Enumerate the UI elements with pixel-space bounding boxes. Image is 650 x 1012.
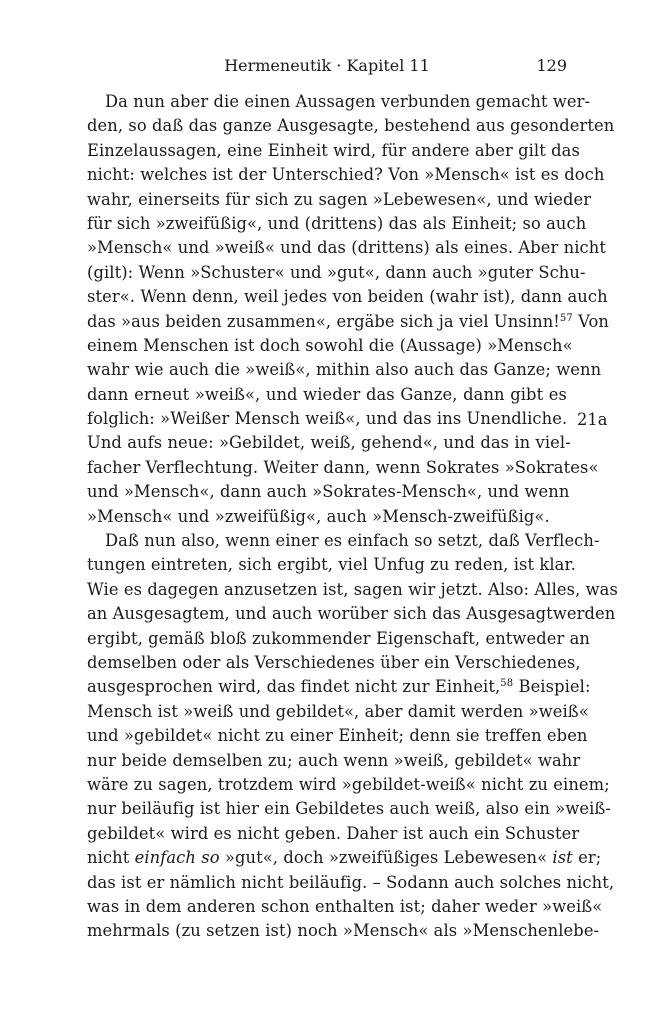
text-line: wäre zu sagen, trotzdem wird »gebildet-weiß« nicht zu einem; xyxy=(87,774,610,794)
text-segment: das »aus beiden zusammen«, ergäbe sich ja viel Unsinn! xyxy=(87,311,560,331)
text-segment: Von xyxy=(572,311,609,331)
text-line: wahr wie auch die »weiß«, mithin also auch das Ganze; wenn xyxy=(87,360,602,380)
emphasis: ist xyxy=(552,848,573,868)
footnote-marker: 58 xyxy=(500,678,514,690)
footnote-marker: 57 xyxy=(559,312,573,324)
text-line: wahr, einerseits für sich zu sagen »Lebewesen«, und wieder xyxy=(87,189,592,209)
text-line: mehrmals (zu setzen ist) noch »Mensch« als »Menschenlebe- xyxy=(87,921,600,941)
text-line: den, so daß das ganze Ausgesagte, bestehend aus gesonderten xyxy=(87,116,615,136)
text-line: was in dem anderen schon enthalten ist; daher weder »weiß« xyxy=(87,896,603,916)
text-line: für sich »zweifüßig«, und (drittens) das als Einheit; so auch xyxy=(87,213,587,233)
text-line xyxy=(87,846,602,870)
text-line: nur beiläufig ist hier ein Gebildetes auch weiß, also ein »weiß- xyxy=(87,799,611,819)
text-line: tungen eintreten, sich ergibt, viel Unfug zu reden, ist klar. xyxy=(87,555,576,575)
text-line: dann erneut »weiß«, und wieder das Ganze, dann gibt es xyxy=(87,384,567,404)
text-line: ergibt, gemäß bloß zukommender Eigenschaft, entweder an xyxy=(87,628,591,648)
text-segment: Beispiel: xyxy=(513,677,591,697)
text-segment: »gut«, doch »zweifüßiges Lebewesen« xyxy=(219,848,553,868)
text-line: Daß nun also, wenn einer es einfach so setzt, daß Verflech- xyxy=(105,531,600,551)
text-line: nicht: welches ist der Unterschied? Von »Mensch« ist es doch xyxy=(87,165,605,185)
text-line: Da nun aber die einen Aussagen verbunden gemacht wer- xyxy=(105,92,591,111)
text-segment: nicht xyxy=(87,848,135,868)
text-line: und »Mensch«, dann auch »Sokrates-Mensch«, und wenn xyxy=(87,482,570,502)
text-line: und »gebildet« nicht zu einer Einheit; denn sie treffen eben xyxy=(87,726,588,746)
text-line: Wie es dagegen anzusetzen ist, sagen wir jetzt. Also: Alles, was xyxy=(87,579,618,599)
text-line: folglich: »Weißer Mensch weiß«, und das ins Unendliche. xyxy=(87,409,568,429)
text-line: das ist er nämlich nicht beiläufig. – Sodann auch solches nicht, xyxy=(87,872,615,892)
text-line xyxy=(87,310,609,334)
text-line: Und aufs neue: »Gebildet, weiß, gehend«, und das in viel- xyxy=(87,433,571,453)
text-segment: er; xyxy=(572,848,602,868)
text-line: »Mensch« und »weiß« und das (drittens) als eines. Aber nicht xyxy=(87,238,606,258)
text-line: ster«. Wenn denn, weil jedes von beiden (wahr ist), dann auch xyxy=(87,287,608,307)
running-title: Hermeneutik · Kapitel 11 xyxy=(224,56,430,75)
text-line: nur beide demselben zu; auch wenn »weiß, gebildet« wahr xyxy=(87,750,581,770)
text-line: gebildet« wird es nicht geben. Daher ist auch ein Schuster xyxy=(87,823,580,843)
text-line: »Mensch« und »zweifüßig«, auch »Mensch-zweifüßig«. xyxy=(87,506,550,526)
text-line: einem Menschen ist doch sowohl die (Aussage) »Mensch« xyxy=(87,335,573,355)
running-head xyxy=(87,56,567,80)
text-line: (gilt): Wenn »Schuster« und »gut«, dann auch »guter Schu- xyxy=(87,262,586,282)
emphasis: einfach so xyxy=(134,848,220,868)
text-line: Einzelaussagen, eine Einheit wird, für andere aber gilt das xyxy=(87,140,580,160)
margin-line-reference: 21a xyxy=(577,410,608,429)
text-segment: ausgesprochen wird, das findet nicht zur Einheit, xyxy=(87,677,501,697)
text-line: facher Verflechtung. Weiter dann, wenn Sokrates »Sokrates« xyxy=(87,457,599,477)
text-line xyxy=(87,675,591,699)
page-number: 129 xyxy=(536,56,567,75)
text-line: Mensch ist »weiß und gebildet«, aber damit werden »weiß« xyxy=(87,701,589,721)
text-line: an Ausgesagtem, und auch worüber sich das Ausgesagtwerden xyxy=(87,604,616,624)
text-line: demselben oder als Verschiedenes über ein Verschiedenes, xyxy=(87,652,581,672)
